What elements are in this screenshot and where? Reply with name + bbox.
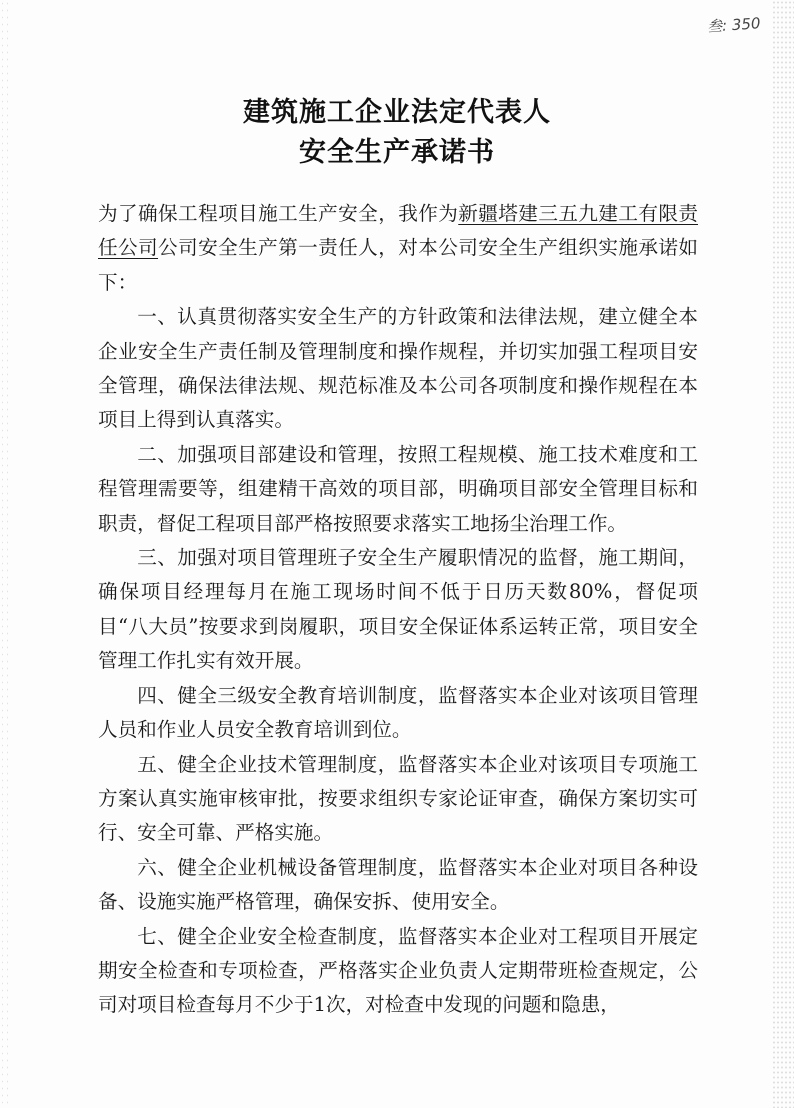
- commitment-item-4: 四、健全三级安全教育培训制度，监督落实本企业对该项目管理人员和作业人员安全教育培训到位。: [98, 683, 698, 742]
- handwritten-page-note: 叁: 350: [706, 14, 761, 36]
- commitment-item-1: 一、认真贯彻落实安全生产的方针政策和法律法规，建立健全本企业安全生产责任制及管理制度和操作规程，并切实加强工程项目安全管理，确保法律法规、规范标准及本公司各项制度和操作规程在本项目上得到认真落实。: [98, 305, 698, 432]
- company-name: 新疆塔建三五九建工有限责任公司: [98, 202, 699, 260]
- commitment-item-5: 五、健全企业技术管理制度，监督落实本企业对该项目专项施工方案认真实施审核审批，按要求组织专家论证审查，确保方案切实可行、安全可靠、严格实施。: [98, 752, 698, 845]
- commitment-item-6: 六、健全企业机械设备管理制度，监督落实本企业对项目各种设备、设施实施严格管理，确保安拆、使用安全。: [98, 855, 698, 914]
- intro-text-after: 公司安全生产第一责任人，对本公司安全生产组织实施承诺如下：: [98, 236, 699, 294]
- document-title-line1: 建筑施工企业法定代表人: [243, 97, 551, 128]
- commitment-item-2: 二、加强项目部建设和管理，按照工程规模、施工技术难度和工程管理需要等，组建精干高效的项目部，明确项目部安全管理目标和职责，督促工程项目部严格按照要求落实工地扬尘治理工作。: [98, 442, 698, 535]
- commitment-item-7: 七、健全企业安全检查制度，监督落实本企业对工程项目开展定期安全检查和专项检查，严格落实企业负责人定期带班检查规定，公司对项目检查每月不少于1次，对检查中发现的问题和隐患，: [98, 924, 698, 1017]
- document-body: [98, 197, 698, 1023]
- commitment-item-3: 三、加强对项目管理班子安全生产履职情况的监督，施工期间，确保项目经理每月在施工现场时间不低于日历天数80%，督促项目“八大员”按要求到岗履职，项目安全保证体系运转正常，项目安全管理工作扎实有效开展。: [98, 546, 698, 673]
- document-title-line2: 安全生产承诺书: [299, 137, 495, 168]
- intro-text-before: 为了确保工程项目施工生产安全，我作为: [98, 202, 459, 225]
- intro-paragraph: [98, 197, 698, 300]
